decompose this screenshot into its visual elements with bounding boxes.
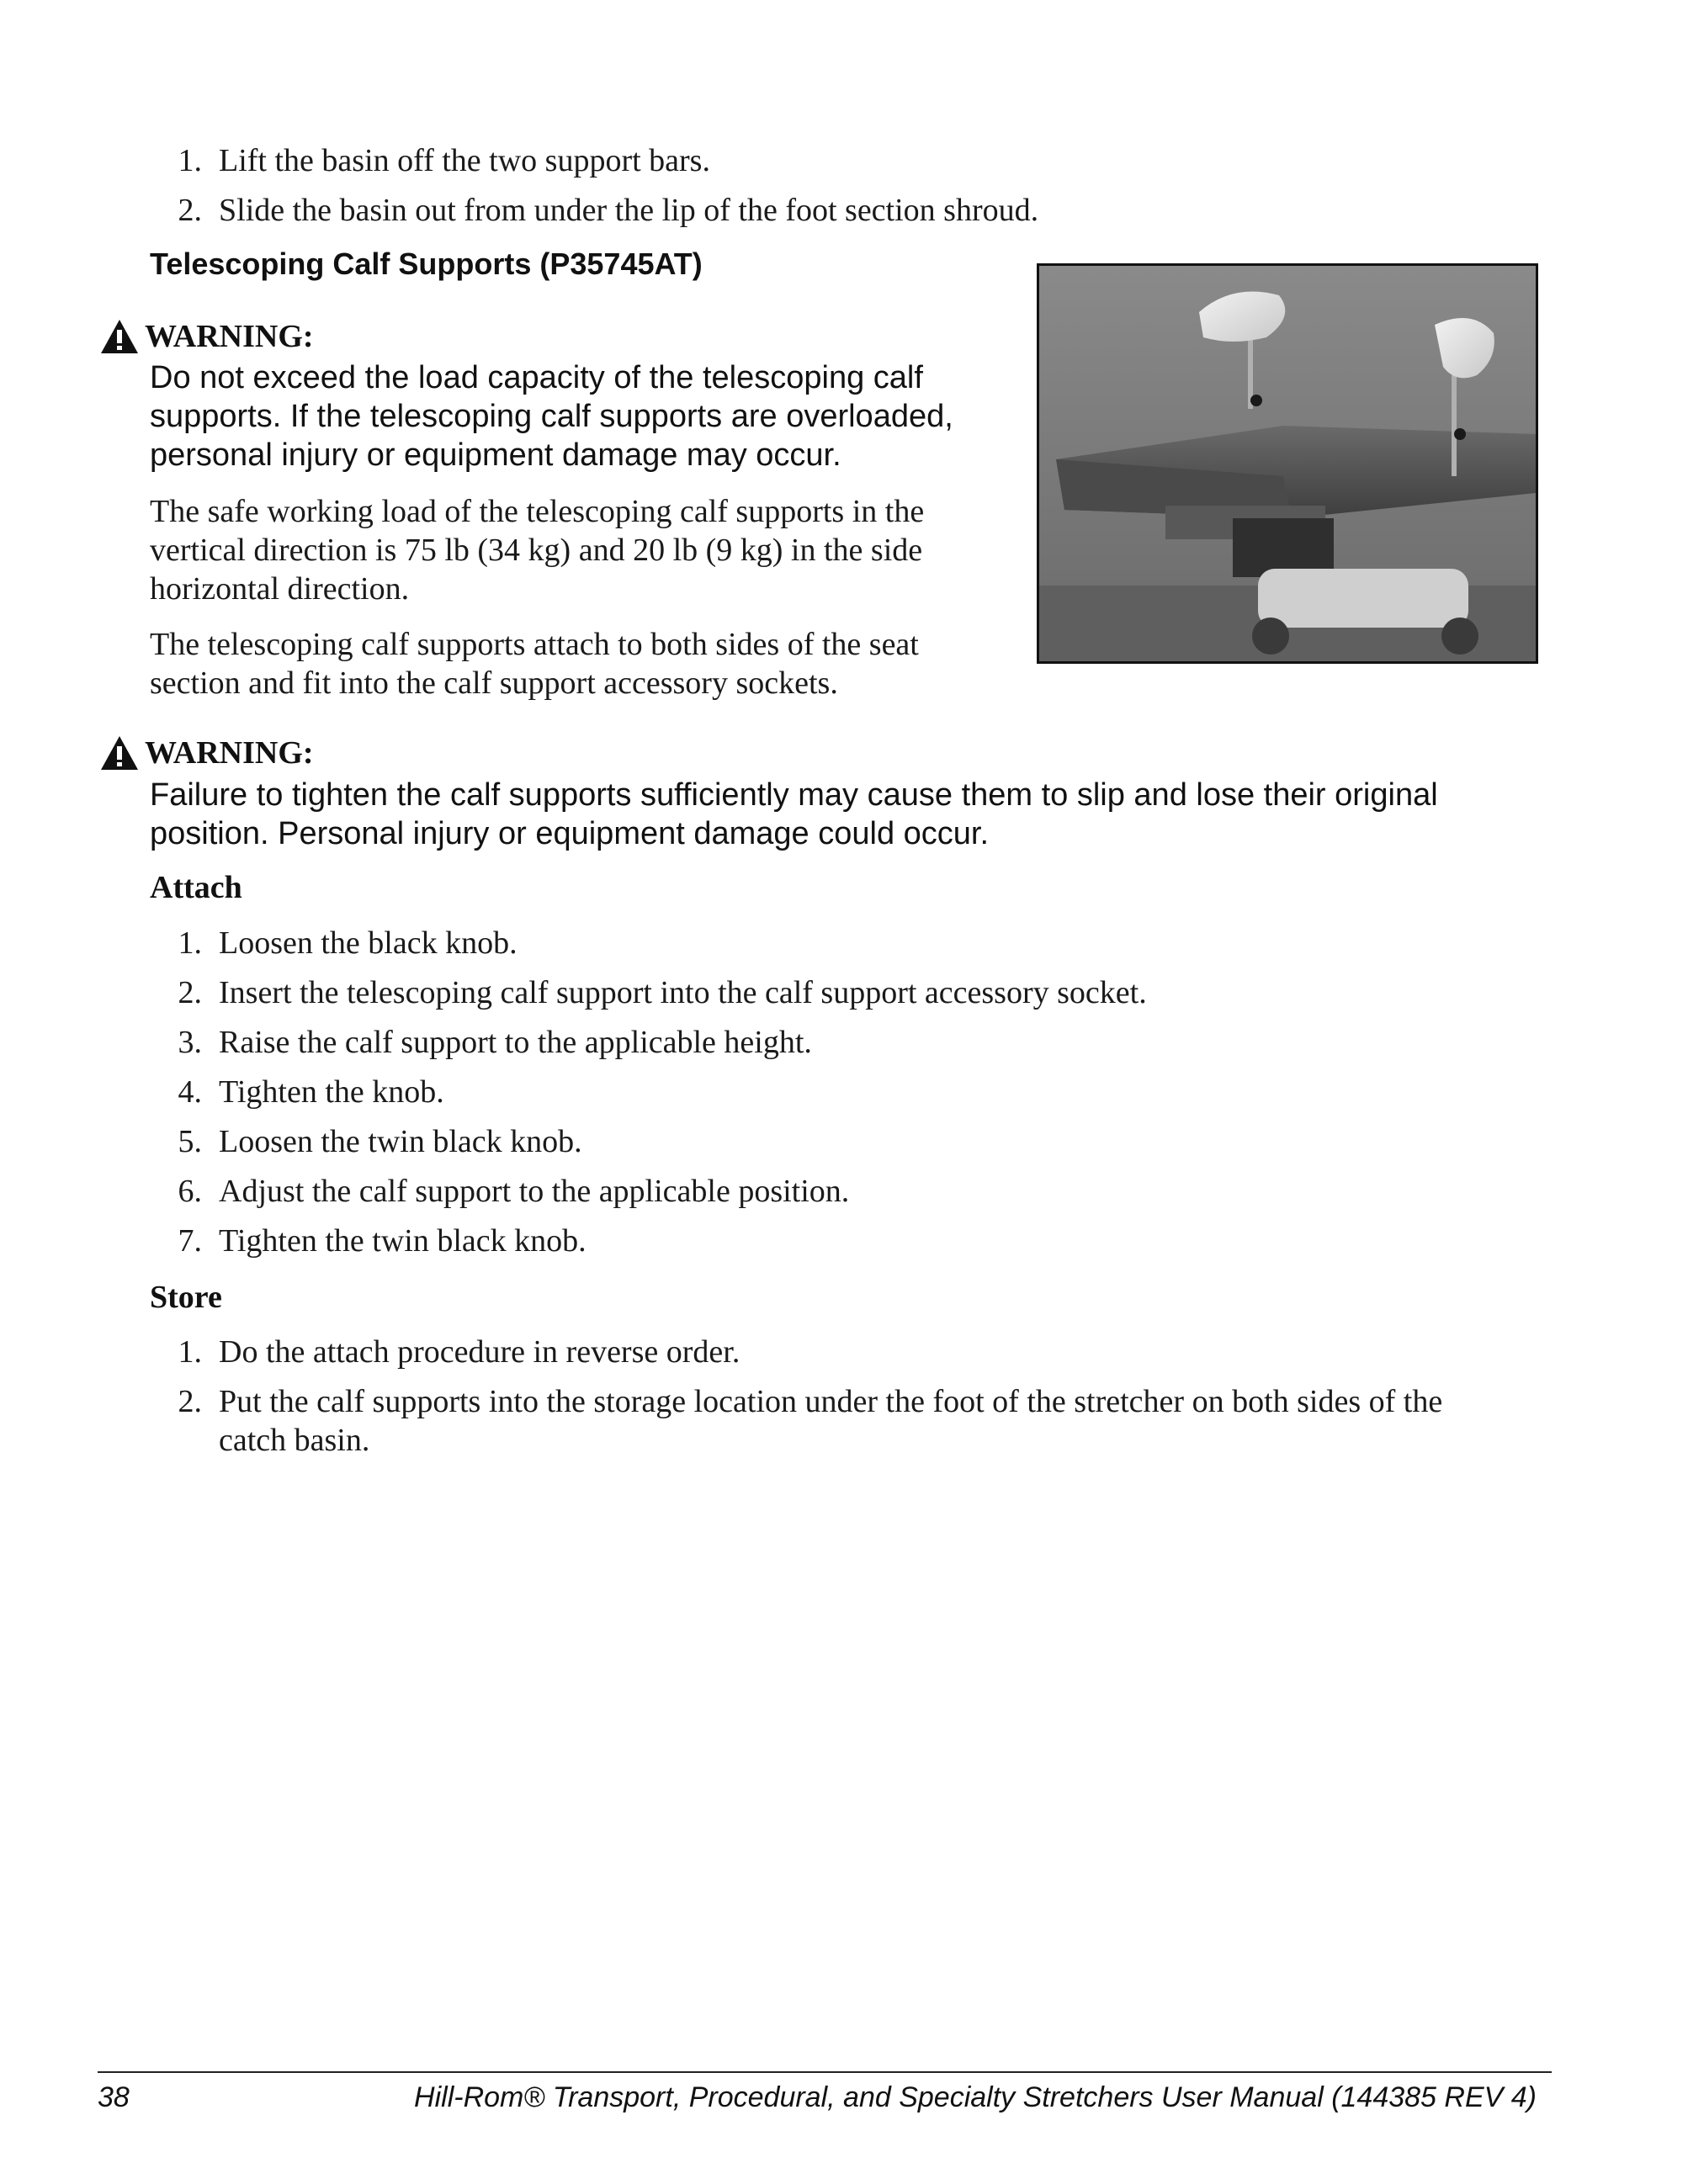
paragraph-line: horizontal direction. <box>150 571 410 607</box>
warning-label: WARNING: <box>145 319 314 354</box>
step-text: Insert the telescoping calf support into the calf support accessory socket. <box>219 975 1147 1010</box>
step-number: 2. <box>178 193 202 228</box>
step-number: 6. <box>178 1174 202 1209</box>
step-text: Slide the basin out from under the lip of the foot section shroud. <box>219 193 1039 228</box>
step-text: Raise the calf support to the applicable height. <box>219 1025 812 1060</box>
warning-line: Do not exceed the load capacity of the telescoping calf <box>150 360 923 395</box>
warning-text <box>150 776 1580 853</box>
step-text: Adjust the calf support to the applicable position. <box>219 1174 850 1209</box>
step-text: Do the attach procedure in reverse order. <box>219 1334 740 1370</box>
footer-rule <box>98 2071 1552 2073</box>
step-text: catch basin. <box>219 1423 370 1458</box>
calf-support-photo <box>1037 263 1538 664</box>
paragraph-load <box>150 492 1025 608</box>
step-text: Tighten the twin black knob. <box>219 1223 587 1259</box>
step-text: Loosen the twin black knob. <box>219 1124 582 1159</box>
step-text: Tighten the knob. <box>219 1074 444 1110</box>
warning-triangle-icon <box>99 318 140 355</box>
step-number: 7. <box>178 1223 202 1259</box>
step-text: Lift the basin off the two support bars. <box>219 143 710 178</box>
warning-triangle-icon <box>99 734 140 771</box>
paragraph-line: The safe working load of the telescoping calf supports in the <box>150 494 925 529</box>
paragraph-line: The telescoping calf supports attach to both sides of the seat <box>150 627 919 662</box>
step-text: Put the calf supports into the storage location under the foot of the stretcher on both sides of the <box>219 1384 1443 1419</box>
stretcher-illustration <box>1039 266 1536 661</box>
warning-text <box>150 358 1025 474</box>
step-number: 4. <box>178 1074 202 1110</box>
step-number: 5. <box>178 1124 202 1159</box>
warning-line: supports. If the telescoping calf supports are overloaded, <box>150 399 953 434</box>
step-number: 2. <box>178 1384 202 1419</box>
step-number: 1. <box>178 1334 202 1370</box>
step-number: 3. <box>178 1025 202 1060</box>
warning-label: WARNING: <box>145 735 314 771</box>
step-number: 2. <box>178 975 202 1010</box>
warning-line: Failure to tighten the calf supports sufficiently may cause them to slip and lose their original <box>150 777 1438 813</box>
manual-title: Hill-Rom® Transport, Procedural, and Specialty Stretchers User Manual (144385 REV 4) <box>414 2081 1537 2113</box>
step-number: 1. <box>178 925 202 961</box>
step-number: 1. <box>178 143 202 178</box>
page-number: 38 <box>98 2081 130 2113</box>
warning-line: position. Personal injury or equipment damage could occur. <box>150 816 990 851</box>
paragraph-attach-info <box>150 625 1025 702</box>
store-heading: Store <box>150 1280 222 1315</box>
paragraph-line: vertical direction is 75 lb (34 kg) and 20 lb (9 kg) in the side <box>150 533 923 568</box>
attach-heading: Attach <box>150 870 242 905</box>
step-text: Loosen the black knob. <box>219 925 518 961</box>
paragraph-line: section and fit into the calf support accessory sockets. <box>150 665 838 701</box>
warning-line: personal injury or equipment damage may occur. <box>150 437 841 473</box>
section-title: Telescoping Calf Supports (P35745AT) <box>150 246 703 281</box>
